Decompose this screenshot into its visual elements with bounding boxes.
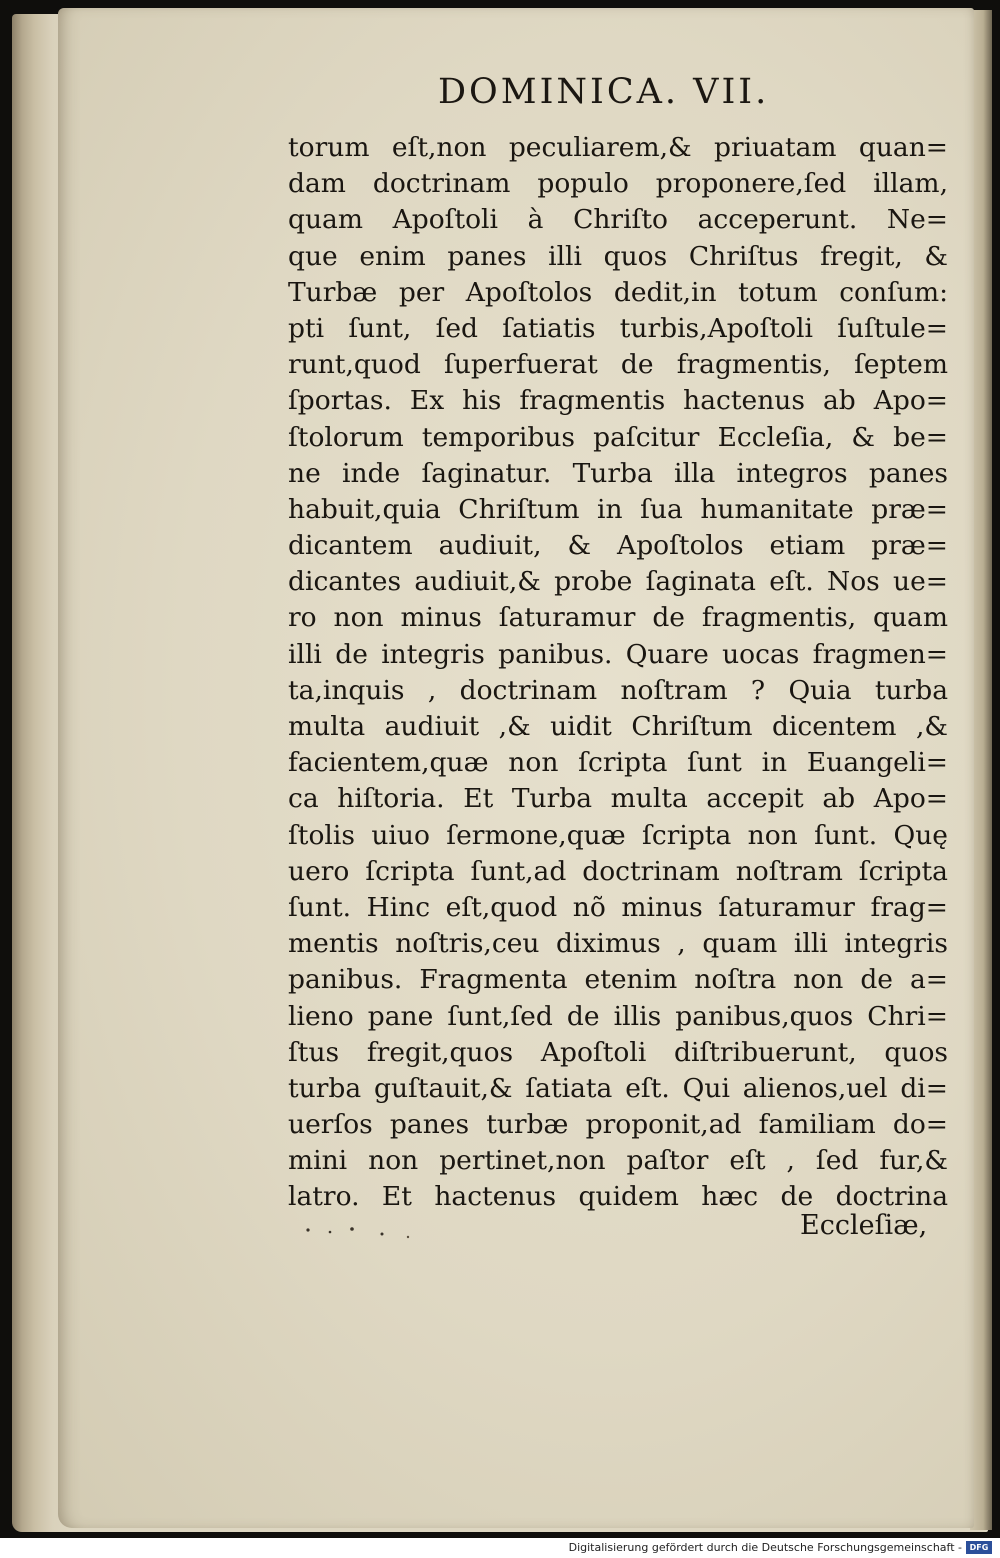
text-line: pti ſunt, ſed ſatiatis turbis,Apoſtoli ſuſtule= <box>288 312 948 344</box>
text-line: panibus. Fragmenta etenim noſtra non de a= <box>288 964 948 996</box>
text-line: ſportas. Ex his fragmentis hactenus ab Apo= <box>288 385 948 417</box>
text-line: lieno pane ſunt,ſed de illis panibus,quos Chri= <box>288 1000 948 1032</box>
text-line: dam doctrinam populo proponere,ſed illam, <box>288 168 948 200</box>
dfg-logo: DFG <box>966 1541 992 1554</box>
text-line: mini non pertinet,non paſtor eſt , ſed fur,& <box>288 1145 948 1177</box>
text-line: turba guſtauit,& ſatiata eſt. Qui alienos,uel di= <box>288 1072 948 1104</box>
text-line: multa audiuit ,& uidit Chriſtum dicentem ,& <box>288 711 948 742</box>
text-line: mentis noſtris,ceu diximus , quam illi integris <box>288 928 948 960</box>
text-line: runt,quod ſuperfuerat de fragmentis, ſeptem <box>288 349 948 381</box>
ink-specks <box>300 1222 460 1242</box>
text-line: dicantem audiuit, & Apoſtolos etiam præ= <box>288 530 948 562</box>
text-line: quam Apoſtoli à Chriſto acceperunt. Ne= <box>288 204 948 236</box>
text-line: torum eſt,non peculiarem,& priuatam quan= <box>288 132 948 163</box>
text-line: illi de integris panibus. Quare uocas fragmen= <box>288 638 948 670</box>
text-line: ſtolis uiuo ſermone,quæ ſcripta non ſunt. Quę <box>288 819 948 851</box>
text-line: ro non minus ſaturamur de fragmentis, quam <box>288 602 948 634</box>
text-line: Turbæ per Apoſtolos dedit,in totum conſum: <box>288 276 948 308</box>
text-line: ſtus fregit,quos Apoſtoli diſtribuerunt, quos <box>288 1036 948 1068</box>
catchword: Eccleſiæ, <box>800 1210 928 1241</box>
text-line: ta,inquis , doctrinam noſtram ? Quia turba <box>288 674 948 706</box>
running-head: DOMINICA. VII. <box>438 72 770 112</box>
digitization-credit: Digitalisierung gefördert durch die Deutsche Forschungsgemeinschaft - <box>568 1541 962 1554</box>
text-line: uero ſcripta ſunt,ad doctrinam noſtram ſcripta <box>288 855 948 887</box>
text-line: uerſos panes turbæ proponit,ad familiam do= <box>288 1109 948 1141</box>
body-text <box>288 130 948 1216</box>
text-line: dicantes audiuit,& probe ſaginata eſt. Nos ue= <box>288 566 948 598</box>
text-line: latro. Et hactenus quidem hæc de doctrina <box>288 1181 948 1213</box>
text-line: habuit,quia Chriſtum in ſua humanitate præ= <box>288 493 948 525</box>
text-line: ne inde ſaginatur. Turba illa integros panes <box>288 457 948 489</box>
text-line: ſtolorum temporibus paſcitur Eccleſia, & be= <box>288 421 948 453</box>
text-line: ca hiſtoria. Et Turba multa accepit ab Apo= <box>288 783 948 815</box>
text-line: que enim panes illi quos Chriſtus fregit, & <box>288 240 948 272</box>
text-line: ſunt. Hinc eſt,quod nõ minus ſaturamur frag= <box>288 891 948 923</box>
text-line: facientem,quæ non ſcripta ſunt in Euangeli= <box>288 747 948 779</box>
